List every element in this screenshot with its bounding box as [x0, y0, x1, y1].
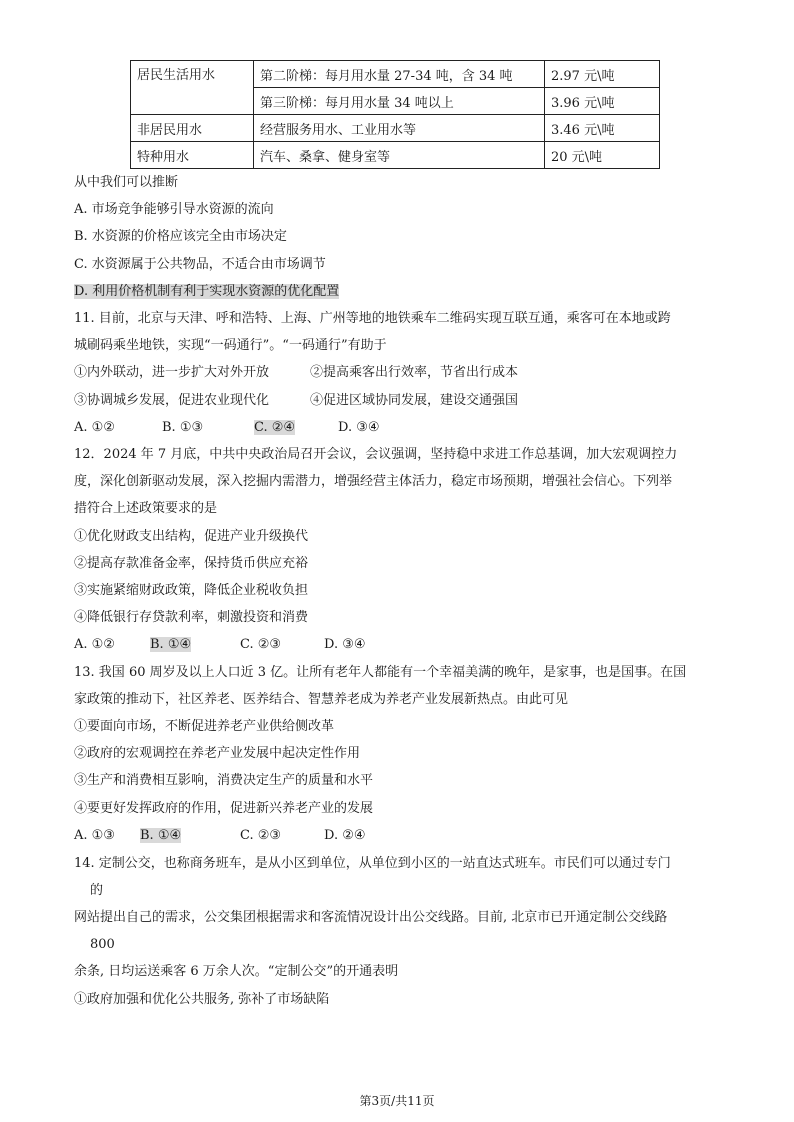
q14-stem-line1-cont: 的: [90, 883, 104, 898]
q12-option-b: B. ①④: [150, 637, 192, 652]
q13-statement-3: ③生产和消费相互影响，消费决定生产的质量和水平: [74, 773, 374, 788]
q12-statement-3: ③实施紧缩财政政策，降低企业税收负担: [74, 583, 309, 598]
q11-statement-4: ④促进区域协同发展，建设交通强国: [310, 393, 519, 408]
q12-statement-2: ②提高存款准备金率，保持货币供应充裕: [74, 556, 309, 571]
q12-statement-4: ④降低银行存贷款利率，刺激投资和消费: [74, 610, 309, 625]
q13-option-c: C. ②③: [240, 828, 282, 843]
table-cell-tier: 第三阶梯：每月用水量 34 吨以上: [254, 88, 545, 115]
q11-option-a: A. ①②: [74, 420, 115, 435]
q13-option-d: D. ②④: [324, 828, 366, 843]
table-cell-category: 特种用水: [131, 142, 254, 169]
q11-statement-3: ③协调城乡发展，促进农业现代化: [74, 393, 270, 408]
table-cell-price: 2.97 元\吨: [545, 61, 660, 88]
q11-option-c: C. ②④: [254, 420, 296, 435]
q11-statement-2: ②提高乘客出行效率，节省出行成本: [310, 365, 519, 380]
table-row: [131, 142, 660, 169]
q13-statement-1: ①要面向市场，不断促进养老产业供给侧改革: [74, 719, 335, 734]
table-row: [131, 61, 660, 88]
q10-option-d: D. 利用价格机制有利于实现水资源的优化配置: [74, 284, 340, 299]
q14-stem-line2: 网站提出自己的需求，公交集团根据需求和客流情况设计出公交线路。目前, 北京市已开通定制公交线路: [74, 910, 668, 925]
table-cell-category: 居民生活用水: [131, 61, 254, 115]
q10-option-c: C. 水资源属于公共物品，不适合由市场调节: [74, 257, 326, 272]
q10-stem: 从中我们可以推断: [74, 175, 179, 190]
q13-statement-4: ④要更好发挥政府的作用，促进新兴养老产业的发展: [74, 801, 374, 816]
q11-stem-line1: 11. 目前，北京与天津、呼和浩特、上海、广州等地的地铁乘车二维码实现互联互通，乘客可在本地或跨: [74, 311, 671, 326]
q13-option-b: B. ①④: [140, 828, 182, 843]
page-footer: 第3页/共11页: [359, 1094, 435, 1108]
q13-stem-line2: 家政策的推动下，社区养老、医养结合、智慧养老成为养老产业发展新热点。由此可见: [74, 692, 569, 707]
q14-stem-line1: 14. 定制公交，也称商务班车，是从小区到单位，从单位到小区的一站直达式班车。市民们可以通过专门: [74, 856, 671, 871]
q12-stem-line2: 度，深化创新驱动发展，深入挖掘内需潜力，增强经营主体活力，稳定市场预期，增强社会信心。下列举: [74, 474, 673, 489]
q10-option-a: A. 市场竞争能够引导水资源的流向: [74, 202, 274, 217]
table-cell-price: 3.46 元\吨: [545, 115, 660, 142]
table-cell-tier: 经营服务用水、工业用水等: [254, 115, 545, 142]
q12-option-a: A. ①②: [74, 637, 115, 652]
q13-option-a: A. ①③: [74, 828, 115, 843]
q12-stem-line1: 12．2024 年 7 月底，中共中央政治局召开会议，会议强调，坚持稳中求进工作总基调，加大宏观调控力: [74, 447, 678, 462]
q12-option-d: D. ③④: [324, 637, 366, 652]
q13-statement-2: ②政府的宏观调控在养老产业发展中起决定性作用: [74, 746, 361, 761]
q14-stem-line2-cont: 800: [90, 937, 115, 952]
q13-stem-line1: 13. 我国 60 周岁及以上人口近 3 亿。让所有老年人都能有一个幸福美满的晚年，是家事，也是国事。在国: [74, 665, 687, 680]
q12-stem-line3: 措符合上述政策要求的是: [74, 501, 218, 516]
table-cell-tier: 汽车、桑拿、健身室等: [254, 142, 545, 169]
q12-statement-1: ①优化财政支出结构，促进产业升级换代: [74, 529, 309, 544]
q11-option-b: B. ①③: [162, 420, 204, 435]
table-cell-category: 非居民用水: [131, 115, 254, 142]
q11-statement-1: ①内外联动，进一步扩大对外开放: [74, 365, 270, 380]
q11-option-d: D. ③④: [338, 420, 380, 435]
q11-stem-line2: 城刷码乘坐地铁，实现“一码通行”。“一码通行”有助于: [74, 338, 387, 353]
q14-statement-1: ①政府加强和优化公共服务, 弥补了市场缺陷: [74, 992, 330, 1007]
table-cell-tier: 第二阶梯：每月用水量 27-34 吨，含 34 吨: [254, 61, 545, 88]
q12-option-c: C. ②③: [240, 637, 282, 652]
q14-stem-line3: 余条, 日均运送乘客 6 万余人次。“定制公交”的开通表明: [74, 964, 399, 979]
q10-option-b: B. 水资源的价格应该完全由市场决定: [74, 229, 287, 244]
table-row: [131, 115, 660, 142]
table-cell-price: 20 元\吨: [545, 142, 660, 169]
water-price-table: [130, 60, 660, 169]
table-cell-price: 3.96 元\吨: [545, 88, 660, 115]
